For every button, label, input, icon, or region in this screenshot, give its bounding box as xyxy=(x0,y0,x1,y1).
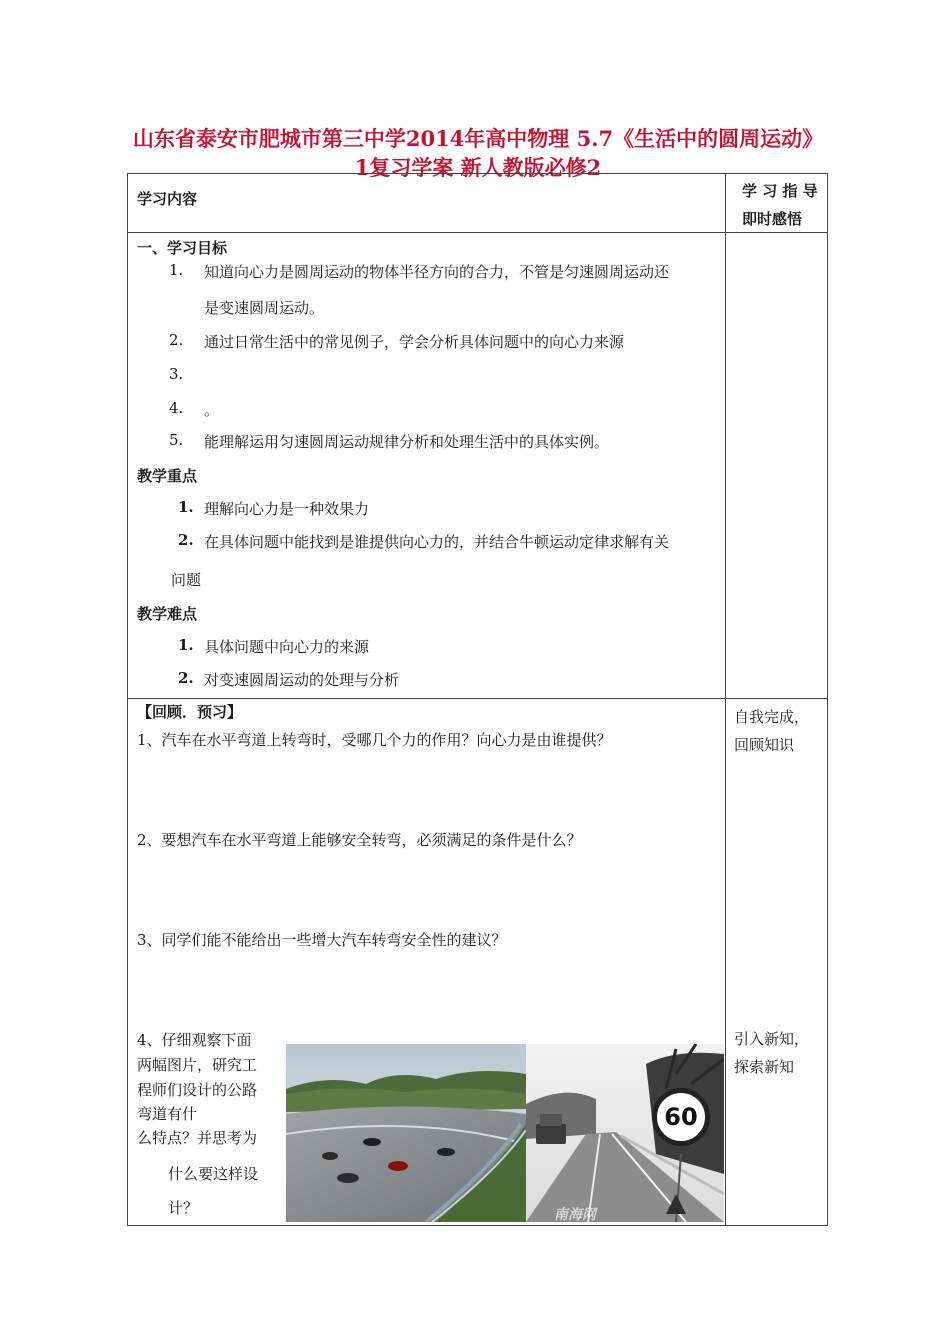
question-4-line-5: 么特点？并思考为 xyxy=(137,1129,258,1147)
watermark-text: 南海网 xyxy=(554,1207,596,1222)
question-4-line-6: 什么要这样设 xyxy=(168,1165,259,1183)
difficulty-2-text: 对变速圆周运动的处理与分析 xyxy=(204,671,400,689)
objective-4-text: 。 xyxy=(204,401,220,419)
key-point-2-text: 在具体问题中能找到是谁提供向心力的，并结合牛顿运动定律求解有关 xyxy=(204,533,670,551)
objectives-notes-cell xyxy=(726,233,828,699)
objective-1-text: 知道向心力是圆周运动的物体半径方向的合力，不管是匀速圆周运动还 xyxy=(204,263,670,281)
question-4-line-3: 程师们设计的公路 xyxy=(137,1081,258,1099)
objective-3-number: 3. xyxy=(169,365,184,383)
question-1: 1、汽车在水平弯道上转弯时，受哪几个力的作用？向心力是由谁提供？ xyxy=(137,731,612,749)
objective-2-number: 2. xyxy=(169,331,184,349)
study-table xyxy=(127,173,828,1226)
header-content-label: 学习内容 xyxy=(137,190,198,208)
question-4-line-1: 4、仔细观察下面 xyxy=(137,1031,252,1049)
note-2-line-1: 引入新知， xyxy=(734,1030,810,1048)
speed-limit-sign: 60 xyxy=(652,1088,710,1146)
question-4-line-4: 弯道有什 xyxy=(137,1105,198,1123)
key-point-1-text: 理解向心力是一种效果力 xyxy=(204,500,370,518)
objective-5-text: 能理解运用匀速圆周运动规律分析和处理生活中的具体实例。 xyxy=(204,433,610,451)
question-4-line-7: 计？ xyxy=(168,1199,199,1217)
question-3: 3、同学们能不能给出一些增大汽车转弯安全性的建议？ xyxy=(137,931,507,949)
objectives-heading: 一、学习目标 xyxy=(137,239,228,257)
banked-track-photo xyxy=(286,1044,526,1222)
objectives-cell xyxy=(128,233,726,699)
difficulties-heading: 教学难点 xyxy=(137,605,198,623)
header-content-cell xyxy=(128,174,726,233)
objective-4-number: 4. xyxy=(169,399,184,417)
difficulty-1-number: 1. xyxy=(178,636,194,654)
question-2: 2、要想汽车在水平弯道上能够安全转弯，必须满足的条件是什么？ xyxy=(137,831,582,849)
review-cell xyxy=(128,699,726,1226)
objective-5-number: 5. xyxy=(169,431,184,449)
review-heading: 【回顾．预习】 xyxy=(137,703,243,721)
page-title: 山东省泰安市肥城市第三中学2014年高中物理 5.7《生活中的圆周运动》1复习学案 新人教版必修2 xyxy=(132,126,824,180)
highway-curve-photo xyxy=(526,1044,724,1222)
difficulty-1-text: 具体问题中向心力的来源 xyxy=(204,638,370,656)
key-points-heading: 教学重点 xyxy=(137,467,198,485)
header-guide-label: 学 习 指 导 xyxy=(742,182,818,200)
key-point-2-number: 2. xyxy=(178,531,194,549)
note-2 xyxy=(726,1021,813,1081)
note-1 xyxy=(726,699,827,759)
header-guide-cell xyxy=(726,174,828,233)
note-1-line-1: 自我完成， xyxy=(734,708,810,726)
note-1-line-2: 回顾知识 xyxy=(734,736,795,754)
objective-1-number: 1. xyxy=(169,261,184,279)
objective-1-continuation: 是变速圆周运动。 xyxy=(204,299,325,317)
key-point-2-continuation: 问题 xyxy=(171,571,202,589)
difficulty-2-number: 2. xyxy=(178,669,194,687)
question-4-line-2: 两幅图片，研究工 xyxy=(137,1056,258,1074)
review-notes-cell xyxy=(726,699,828,1226)
key-point-1-number: 1. xyxy=(178,498,194,516)
note-2-line-2: 探索新知 xyxy=(734,1058,795,1076)
objective-2-text: 通过日常生活中的常见例子，学会分析具体问题中的向心力来源 xyxy=(204,333,625,351)
header-reflection-label: 即时感悟 xyxy=(742,210,803,228)
